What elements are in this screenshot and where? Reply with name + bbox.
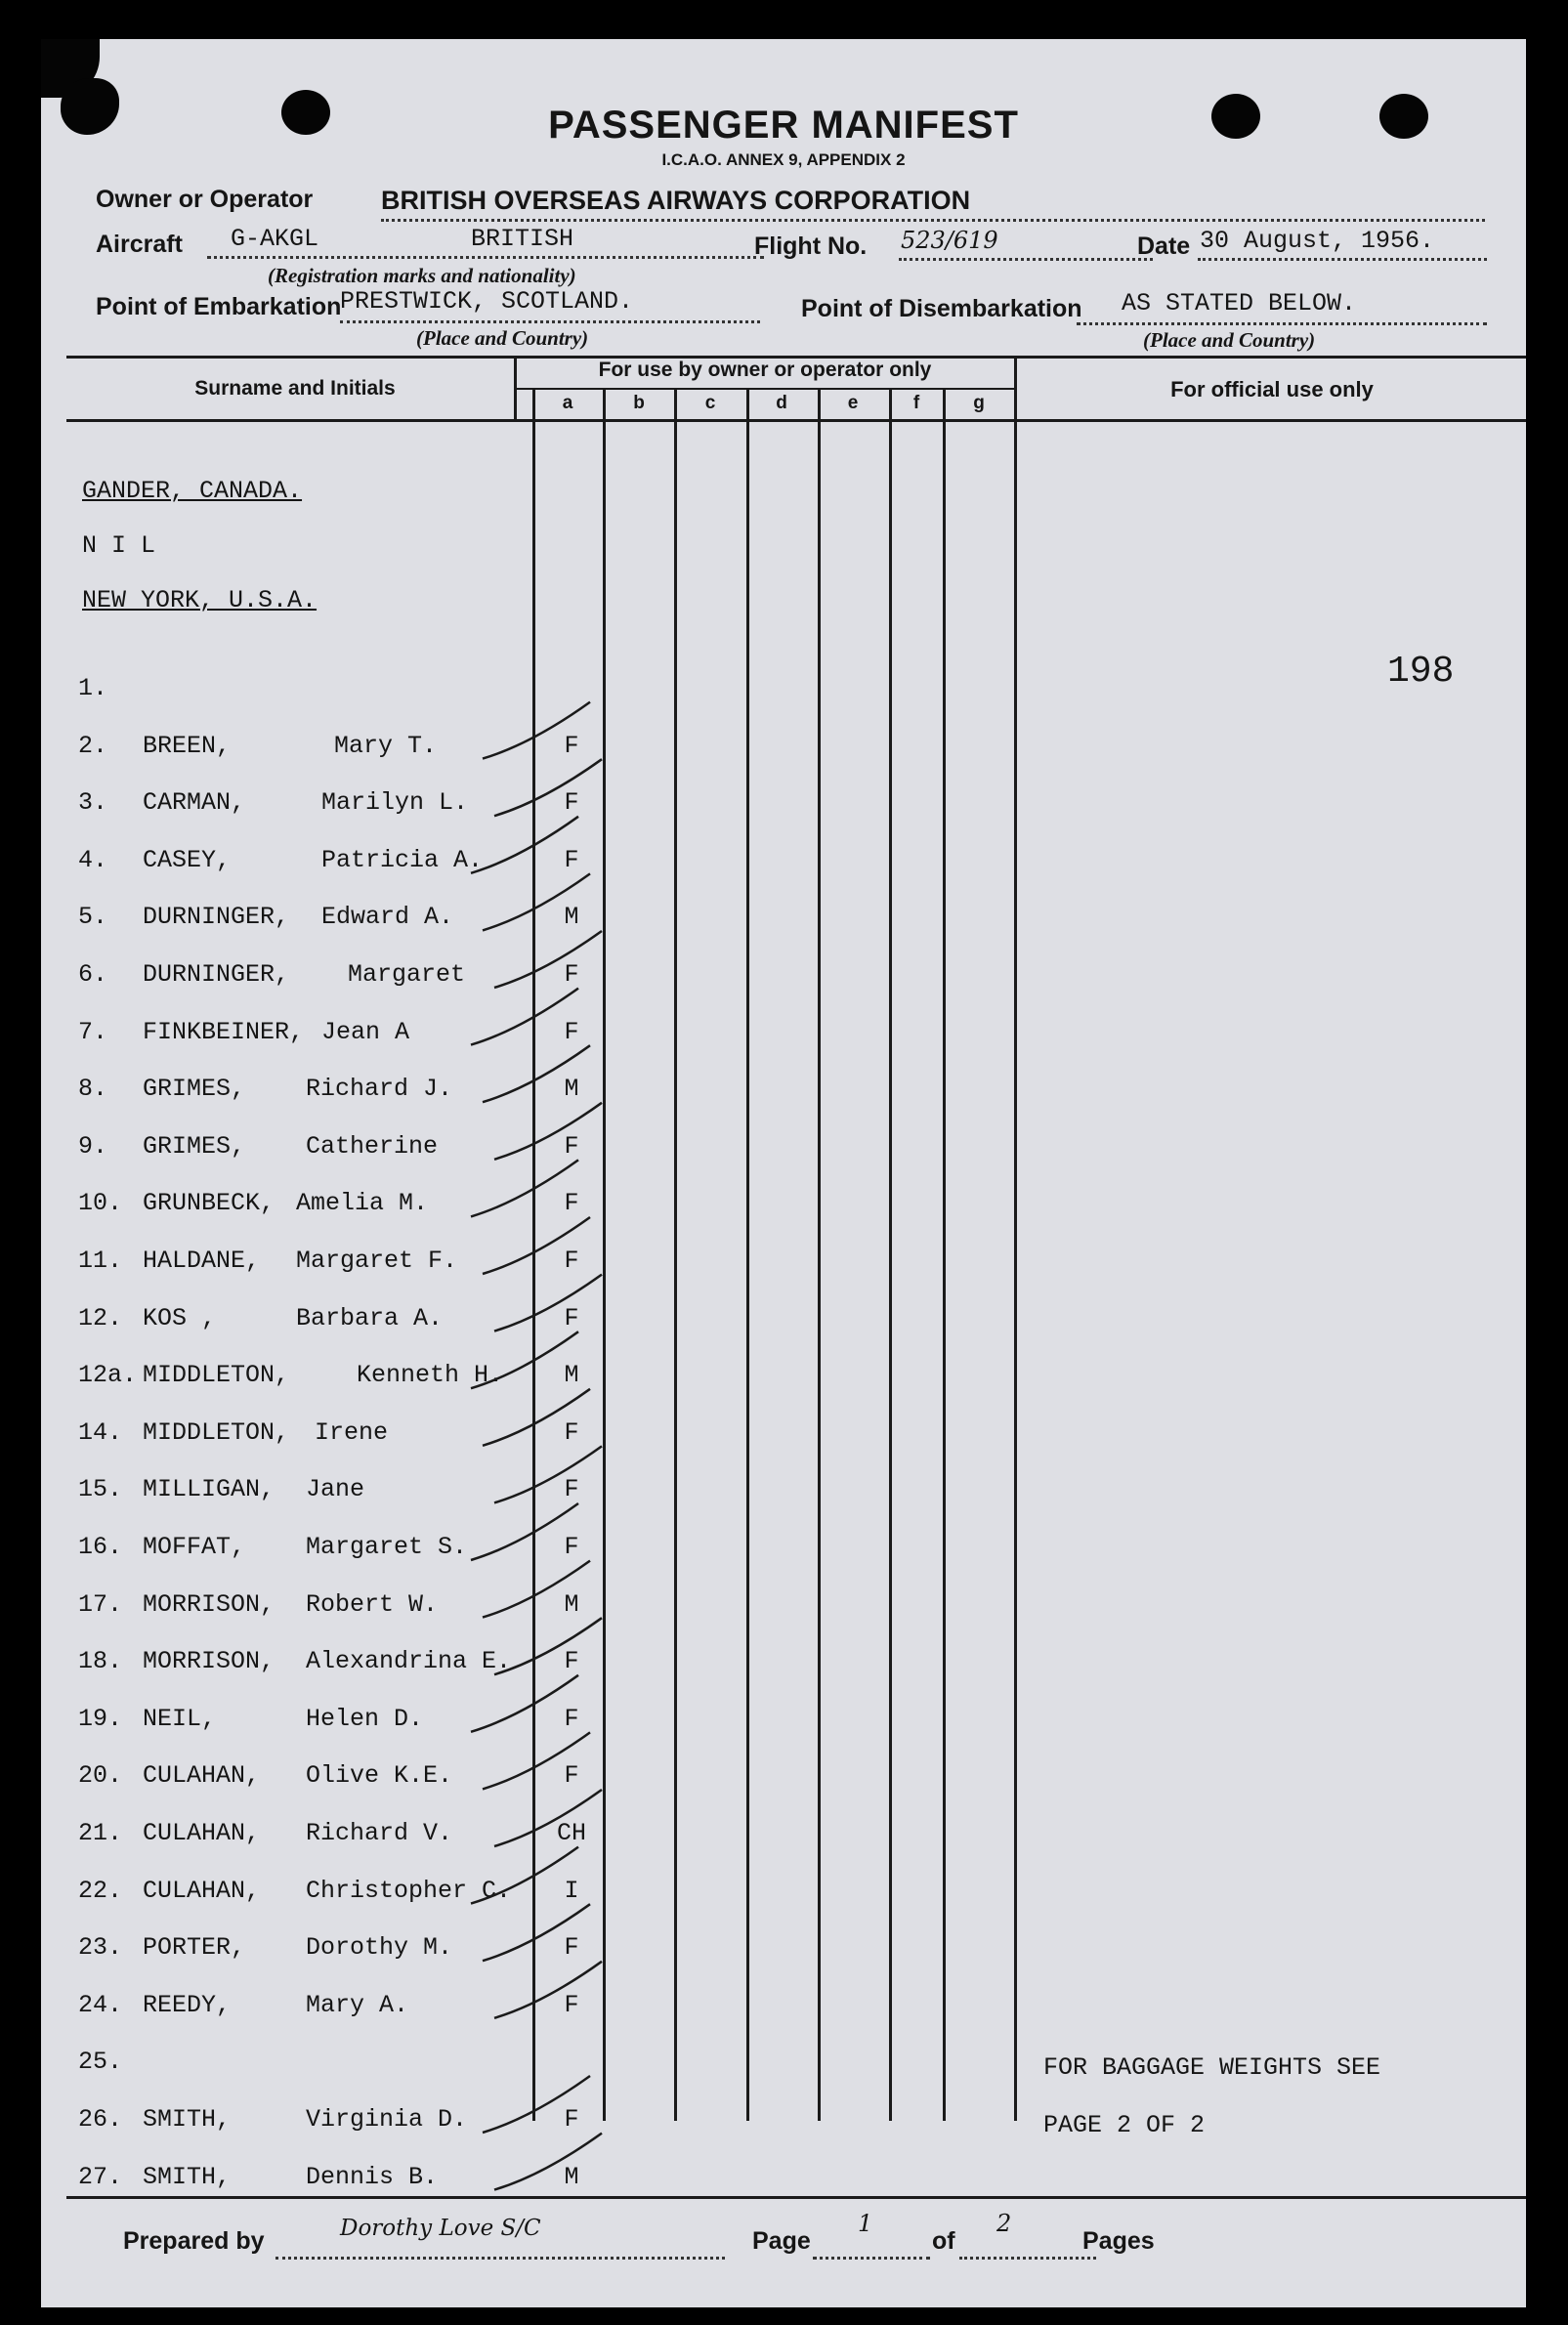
passenger-number: 9. [78,1132,108,1161]
embarkation-value: PRESTWICK, SCOTLAND. [340,287,634,316]
passenger-number: 3. [78,788,108,817]
passenger-surname: CULAHAN, [143,1761,261,1790]
passenger-initials: Dennis B. [306,2163,439,2191]
date-value: 30 August, 1956. [1200,227,1435,255]
passenger-initials: Marilyn L. [321,788,469,817]
passenger-initials: Mary T. [334,732,438,760]
passenger-sex: M [564,1590,579,1619]
col-letter-c: c [704,393,716,413]
passenger-surname: SMITH, [143,2163,232,2191]
passenger-sex: F [564,1304,579,1332]
passenger-initials: Margaret S. [306,1533,468,1561]
embarkation-label: Point of Embarkation [96,293,342,320]
passenger-initials: Richard J. [306,1075,453,1103]
passenger-surname: CARMAN, [143,788,246,817]
passenger-sex: I [564,1877,579,1905]
check-mark [483,1389,590,1446]
passenger-number: 27. [78,2163,123,2191]
passenger-surname: MILLIGAN, [143,1475,275,1503]
passenger-initials: Amelia M. [296,1189,429,1217]
aircraft-hint: (Registration marks and nationality) [268,264,576,287]
check-mark [494,1275,602,1332]
disembarkation-hint: (Place and Country) [1143,328,1316,352]
passenger-number: 16. [78,1533,123,1561]
page-label: Page [752,2227,811,2255]
passenger-sex: F [564,1991,579,2019]
check-mark [471,1160,578,1216]
passenger-sex: F [564,1247,579,1275]
check-mark [471,989,578,1045]
aircraft-nationality: BRITISH [471,225,574,253]
passenger-sex: F [564,1647,579,1675]
section-gander: GANDER, CANADA. [82,477,303,505]
passenger-sex: M [564,903,579,931]
baggage-note-line-2: PAGE 2 OF 2 [1043,2111,1206,2139]
passenger-number: 26. [78,2105,123,2134]
passenger-number: 14. [78,1418,123,1447]
passenger-surname: NEIL, [143,1705,217,1733]
pages-value: 2 [996,2210,1012,2237]
check-mark [494,1790,602,1846]
passenger-number: 23. [78,1933,123,1962]
col-letter-e: e [847,393,859,413]
prepared-by-value: Dorothy Love S/C [340,2216,541,2241]
passenger-initials: Alexandrina E. [306,1647,512,1675]
passenger-surname: DURNINGER, [143,960,290,989]
passenger-sex: F [564,1018,579,1046]
flight-label: Flight No. [754,232,868,260]
passenger-surname: GRUNBECK, [143,1189,275,1217]
check-mark [494,1962,602,2018]
aircraft-label: Aircraft [96,231,183,258]
passenger-number: 11. [78,1247,123,1275]
check-mark [471,1675,578,1732]
passenger-sex: F [564,1475,579,1503]
passenger-surname: MORRISON, [143,1647,275,1675]
passenger-initials: Jane [306,1475,365,1503]
passenger-initials: Olive K.E. [306,1761,453,1790]
passenger-number: 20. [78,1761,123,1790]
check-mark [483,1904,590,1961]
flight-value: 523/619 [901,227,998,254]
prepared-by-label: Prepared by [123,2227,265,2255]
col-letter-d: d [776,393,787,413]
passenger-number: 7. [78,1018,108,1046]
manifest-sheet [41,39,1526,2307]
passenger-surname: CULAHAN, [143,1819,261,1847]
check-mark [483,1045,590,1102]
passenger-number: 24. [78,1991,123,2019]
passenger-surname: DURNINGER, [143,903,290,931]
passenger-surname: SMITH, [143,2105,232,2134]
passenger-initials: Robert W. [306,1590,439,1619]
disembarkation-value: AS STATED BELOW. [1122,289,1357,317]
passenger-surname: KOS , [143,1304,217,1332]
passenger-number: 5. [78,903,108,931]
passenger-sex: F [564,1533,579,1561]
official-column-header: For official use only [1170,377,1374,402]
check-mark [483,1217,590,1274]
check-mark [471,1503,578,1560]
passenger-surname: MIDDLETON, [143,1418,290,1447]
passenger-sex: M [564,1361,579,1389]
page-subtitle: I.C.A.O. ANNEX 9, APPENDIX 2 [661,150,906,169]
passenger-surname: PORTER, [143,1933,246,1962]
passenger-surname: FINKBEINER, [143,1018,305,1046]
passenger-initials: Margaret [348,960,466,989]
col-letter-g: g [973,393,985,413]
check-mark [494,1618,602,1674]
passenger-sex: F [564,732,579,760]
passenger-sex: M [564,2163,579,2191]
col-letter-b: b [633,393,645,413]
passenger-surname: CULAHAN, [143,1877,261,1905]
baggage-note-line-1: FOR BAGGAGE WEIGHTS SEE [1043,2053,1381,2082]
col-letter-a: a [562,393,573,413]
passenger-initials: Patricia A. [321,846,484,874]
passenger-number: 19. [78,1705,123,1733]
passenger-initials: Virginia D. [306,2105,468,2134]
passenger-surname: MOFFAT, [143,1533,246,1561]
check-mark [471,1847,578,1904]
passenger-sex: CH [556,1819,586,1847]
section-nil: N I L [82,531,156,560]
passenger-number: 2. [78,732,108,760]
page-title: PASSENGER MANIFEST [548,104,1019,147]
section-new-york: NEW YORK, U.S.A. [82,586,318,614]
passenger-number: 21. [78,1819,123,1847]
check-mark [483,702,590,759]
owner-label: Owner or Operator [96,186,314,213]
passenger-surname: GRIMES, [143,1075,246,1103]
passenger-sex: F [564,1132,579,1161]
passenger-initials: Irene [315,1418,389,1447]
passenger-initials: Jean A [321,1018,410,1046]
passenger-number: 18. [78,1647,123,1675]
check-mark [494,1446,602,1502]
check-mark [494,2134,602,2190]
passenger-surname: BREEN, [143,732,232,760]
passenger-surname: MORRISON, [143,1590,275,1619]
passenger-surname: CASEY, [143,846,232,874]
passenger-surname: GRIMES, [143,1132,246,1161]
disembarkation-label: Point of Disembarkation [801,295,1082,322]
check-mark [483,1561,590,1618]
passenger-number: 6. [78,960,108,989]
passenger-sex: F [564,2105,579,2134]
check-mark [494,1103,602,1160]
passenger-number: 10. [78,1189,123,1217]
passenger-number: 12a. [78,1361,138,1389]
passenger-number: 8. [78,1075,108,1103]
embarkation-hint: (Place and Country) [416,326,589,350]
passenger-initials: Barbara A. [296,1304,444,1332]
passenger-sex: F [564,1705,579,1733]
passenger-surname: REEDY, [143,1991,232,2019]
passenger-initials: Christopher C. [306,1877,512,1905]
check-mark [471,1332,578,1388]
check-mark [483,1732,590,1789]
date-label: Date [1137,232,1191,260]
passenger-number: 4. [78,846,108,874]
passenger-number: 22. [78,1877,123,1905]
passenger-sex: F [564,1418,579,1447]
passenger-initials: Catherine [306,1132,439,1161]
passenger-number: 1. [78,674,108,702]
of-label: of [932,2227,955,2255]
page-value: 1 [858,2210,873,2237]
passenger-initials: Margaret F. [296,1247,458,1275]
passenger-initials: Dorothy M. [306,1933,453,1962]
check-marks-overlay [41,39,1526,2307]
passenger-number: 12. [78,1304,123,1332]
passenger-sex: F [564,1761,579,1790]
passenger-initials: Richard V. [306,1819,453,1847]
passenger-surname: HALDANE, [143,1247,261,1275]
passenger-surname: MIDDLETON, [143,1361,290,1389]
passenger-number: 25. [78,2048,123,2076]
passenger-sex: F [564,788,579,817]
passenger-number: 17. [78,1590,123,1619]
stamp-number: 198 [1387,651,1455,693]
owner-use-header: For use by owner or operator only [598,359,932,381]
surname-column-header: Surname and Initials [194,377,396,400]
check-mark [483,2076,590,2133]
check-mark [494,759,602,816]
passenger-initials: Helen D. [306,1705,424,1733]
check-mark [471,817,578,873]
passenger-sex: F [564,1933,579,1962]
owner-value: BRITISH OVERSEAS AIRWAYS CORPORATION [381,186,971,215]
passenger-sex: F [564,960,579,989]
col-letter-f: f [912,393,920,413]
passenger-sex: F [564,1189,579,1217]
check-mark [483,873,590,930]
pages-label: Pages [1082,2227,1155,2255]
passenger-initials: Mary A. [306,1991,409,2019]
passenger-initials: Edward A. [321,903,454,931]
passenger-initials: Kenneth H. [357,1361,504,1389]
passenger-number: 15. [78,1475,123,1503]
aircraft-registration: G-AKGL [231,225,319,253]
check-mark [494,931,602,988]
passenger-sex: M [564,1075,579,1103]
passenger-sex: F [564,846,579,874]
